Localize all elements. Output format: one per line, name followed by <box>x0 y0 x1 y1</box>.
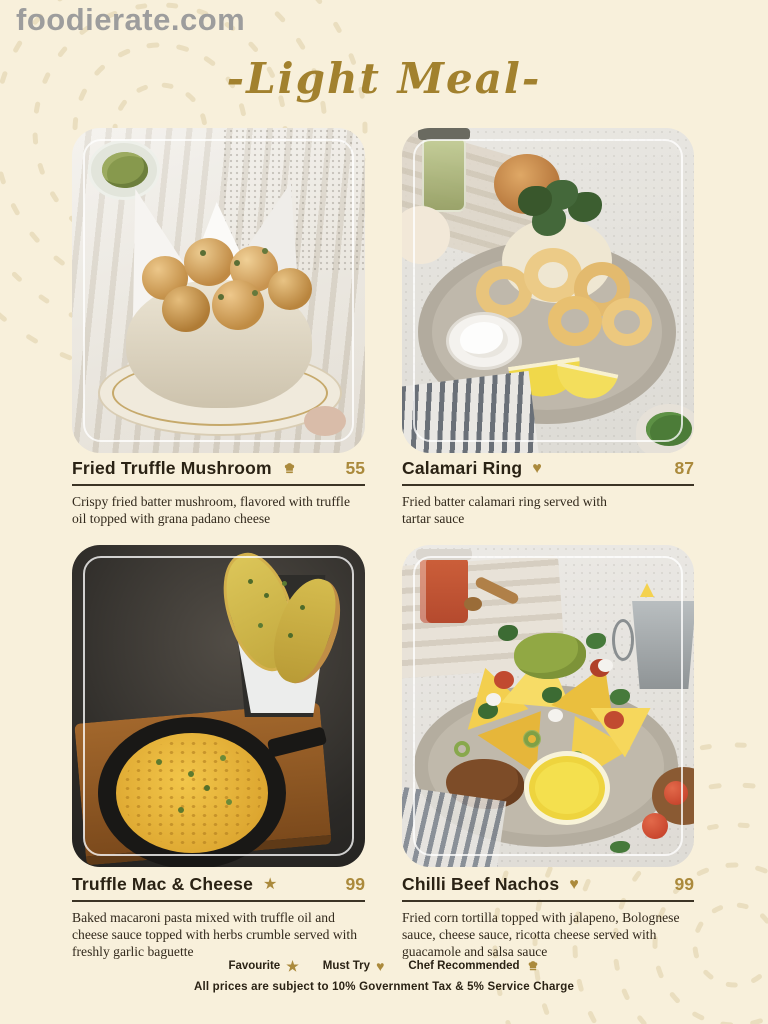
heart-icon: ♥ <box>532 459 542 477</box>
page-title: -Light Meal- <box>226 54 542 103</box>
badge-legend <box>0 959 768 973</box>
photo-chilli-beef-nachos <box>402 545 694 867</box>
legend-favourite <box>228 959 298 973</box>
heart-icon: ♥ <box>569 875 579 893</box>
photo-inner-frame <box>413 139 683 442</box>
item-name: Calamari Ring <box>402 458 523 478</box>
chef-hat-icon <box>282 462 297 476</box>
legend-label: Chef Recommended <box>408 960 520 972</box>
photo-fried-truffle-mushroom <box>72 128 365 453</box>
legend-label: Favourite <box>228 960 281 972</box>
photo-truffle-mac-and-cheese <box>72 545 365 867</box>
item-name: Fried Truffle Mushroom <box>72 458 272 478</box>
star-icon: ★ <box>263 875 278 893</box>
item-description: Fried batter calamari ring served with tartar sauce <box>402 494 607 527</box>
item-description: Crispy fried batter mushroom, flavored with truffle oil topped with grana padano cheese <box>72 494 350 527</box>
item-price: 99 <box>345 874 365 894</box>
menu-item-calamari-ring <box>402 458 694 527</box>
item-price: 87 <box>674 458 694 478</box>
menu-item-chilli-beef-nachos <box>402 874 694 960</box>
item-name: Chilli Beef Nachos <box>402 874 560 894</box>
caption-divider <box>402 900 694 902</box>
menu-item-fried-truffle-mushroom <box>72 458 365 527</box>
item-name: Truffle Mac & Cheese <box>72 874 253 894</box>
legend-chef-recommended <box>408 960 539 973</box>
caption-divider <box>402 484 694 486</box>
item-price: 99 <box>674 874 694 894</box>
menu-item-truffle-mac-and-cheese <box>72 874 365 960</box>
legend-label: Must Try <box>322 960 371 972</box>
legend-must-try <box>323 959 385 973</box>
photo-inner-frame <box>83 139 354 442</box>
item-description: Baked macaroni pasta mixed with truffle oil and cheese sauce topped with herbs crumble served with freshly garlic baguette <box>72 910 357 960</box>
photo-inner-frame <box>413 556 683 856</box>
item-description: Fried corn tortilla topped with jalapeno, Bolognese sauce, cheese sauce, ricotta cheese served with guacamole and salsa sauce <box>402 910 680 960</box>
photo-inner-frame <box>83 556 354 856</box>
tax-note: All prices are subject to 10% Government Tax & 5% Service Charge <box>193 981 575 993</box>
heart-icon: ♥ <box>376 958 385 974</box>
watermark: foodierate.com <box>16 2 246 37</box>
photo-calamari-ring <box>402 128 694 453</box>
star-icon: ★ <box>286 958 299 974</box>
caption-divider <box>72 484 365 486</box>
caption-divider <box>72 900 365 902</box>
chef-hat-icon <box>526 960 540 973</box>
item-price: 55 <box>345 458 365 478</box>
